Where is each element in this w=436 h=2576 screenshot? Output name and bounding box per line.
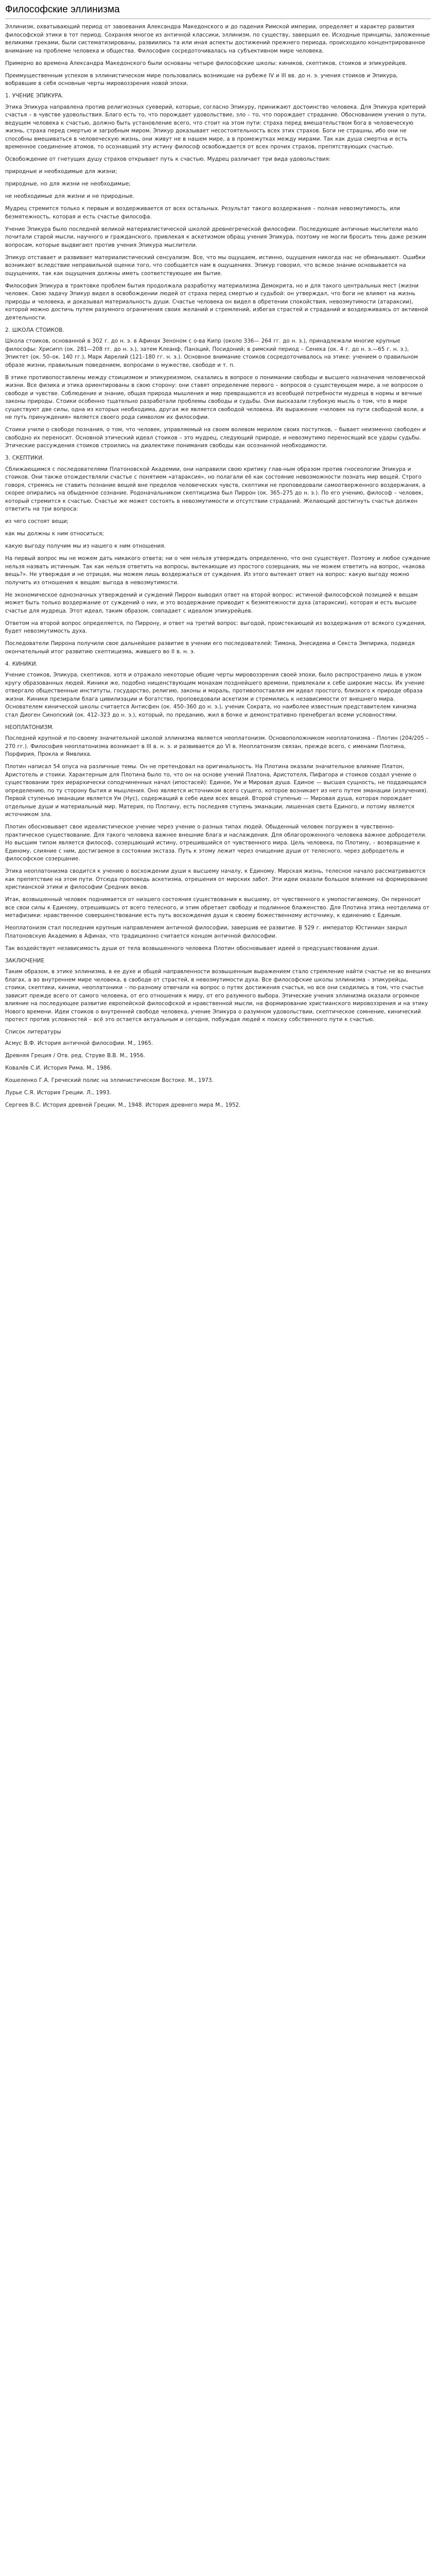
paragraph: Последней крупной и по-своему значительной школой эллинизма является неоплатонизм. Основоположником неоплатонизма – Плотин (204/205 – 270 гг.). Философия неоплатонизма возникает в III в. н. э. и развивается до VI в. Неоплатонизм связан, прежде всего, с именами Плотина, Порфирия, Прокла и Ямвлиха. (5, 735, 429, 757)
paragraph: Плотин написал 54 опуса на различные темы. Он не претендовал на оригинальность. На Плотина оказали значительное влияние Платон, Аристотель и стоики. Характерным для Плотина было то, что он на основе учений Платона, Аристотеля, Пифагора и стоиков создал учение о существовании трех иерархически соподчиненных начал (ипостасей): Единое, Ум и Мировая душа. Единое — высшая сущность, не поддающаяся определению, по ту сторону бытия и мышления. Оно является источником всего сущего, которое возникает из него путем эманации (излучения). Первой ступенью эманации является Ум (Нус), содержащий в себе идеи всех вещей. Второй ступенью — Мировая душа, которая порождает отдельные души и материальный мир. Материя, по Плотину, есть последняя ступень эманации, лишенная света Единого, и потому является источником зла. (5, 764, 428, 818)
page (0, 0, 436, 1124)
paragraph: Неоплатонизм стал последним крупным направлением античной философии, завершив ее развитие. В 529 г. император Юстиниан закрыл Платоновскую Академию в Афинах, что традиционно считается концом античной философии. (5, 925, 407, 939)
paragraph: из чего состоят вещи; (5, 518, 69, 524)
paragraph: Ковалёв С.И. История Рима. М., 1986. (5, 1064, 112, 1071)
section-heading: 4. КИНИКИ. (5, 660, 38, 667)
paragraph: Так воздействует независимость души от тела возвышенного человека Плотин обосновывает идеей о предсуществовании души. (5, 945, 379, 952)
section-heading: 3. СКЕПТИКИ. (5, 455, 44, 461)
paragraph: Древняя Греция / Отв. ред. Струве В.В. М., 1956. (5, 1052, 145, 1059)
article-body (5, 23, 431, 1109)
section-heading: Список литературы (5, 1029, 61, 1035)
paragraph: Этика неоплатонизма сводится к учению о восхождении души к высшему началу, к Единому. Мирская жизнь, телесное начало рассматриваются как препятствие на этом пути. Отсюда проповедь аскетизма, отрешения от мирских забот. Эти идеи оказали большое влияние на формирование христианской этики и философии Средних веков. (5, 868, 428, 890)
paragraph: Эпикур отставает и развивает материалистический сенсуализм. Все, что мы ощущаем, истинно, ощущения никогда нас не обманывают. Ошибки возникают вследствие неправильной оценки того, что сообщается нам в ощущениях. Эпикур говорил, что всякое знание основывается на ощущениях, так как ощущения должны иметь соответствующее им бытие. (5, 254, 426, 277)
paragraph: природные, но для жизни не необходимые; (5, 181, 131, 187)
paragraph: Мудрец стремится только к первым и воздерживается от всех остальных. Результат такого воздержания – полная невозмутимость, или безмятежность, которая и есть счастье философа. (5, 206, 400, 220)
paragraph: Преимущественным успехом в эллинистическом мире пользовались возникшие на рубеже IV и III вв. до н. э. учения стоиков и Эпикура, вобравшие в себя основные черты мировоззрения новой эпохи. (5, 72, 398, 87)
paragraph: Стоики учили о свободе познания, о том, что человек, управляемый на своем волевом мерилом своих поступков, – бывает неизменно свободен и свободно их переносит. Основной этический идеал стоиков – это мудрец, следующий природе, и невозмутимо переносящий все удары судьбы. Этические рассуждения стоиков строились на диалектике понимания свободы как осознанной необходимости. (5, 427, 426, 449)
paragraph: Учение Эпикура было последней великой материалистической школой древнегреческой философии. Последующие античные мыслители мало почитали старой мысли, научного и гражданского, привлекая к аскетизмом обращ учения Эпикура, поэтому не могли бросить тень даже резким вопросам, которые выдвигают против учения Эпикура мыслители. (5, 226, 426, 248)
paragraph: Асмус В.Ф. История античной философии. М., 1965. (5, 1040, 153, 1046)
paragraph: какую выгоду получим мы из нашего к ним отношения. (5, 543, 166, 549)
paragraph: Учение стоиков, Эпикура, скептиков, хотя и отражало некоторые общие черты мировоззрения своей эпохи, было распространено лишь в узком кругу образованных людей. Киники же, подобно нищенствующим монахам позднейшего времени, привлекали к себе широкие массы. Их учение отвергало общественные институты, государство, религию, законы и мораль, противопоставляя им идеал простого, близкого к природе образа жизни. Киники презирали блага цивилизации и богатство, проповедовали аскетизм и стремились к независимости от внешнего мира. Основателем кинической школы считается Антисфен (ок. 450–360 до н. э.), ученик Сократа, но наиболее известным представителем кинизма стал Диоген Синопский (ок. 412–323 до н. э.), который, по преданию, жил в бочке и демонстративно пренебрегал всеми условностями. (5, 672, 425, 718)
page-title: Философские эллинизма (5, 4, 431, 19)
paragraph: как мы должны к ним относиться; (5, 531, 104, 537)
section-heading: НЕОПЛАТОНИЗМ. (5, 724, 54, 731)
paragraph: Таким образом, в этике эллинизма, в ее духе и общей направленности возвышенным выражением стало стремление найти счастье не во внешних благах, а во внутреннем мире человека, в свободе от страстей, в невозмутимости духа. Все философские школы эллинизма – эпикурейцы, стоики, скептики, киники, неоплатоники – по-разному отвечали на вопрос о путях достижения счастья, но все они сходились в том, что счастье зависит прежде всего от самого человека, от его отношения к миру, от его разумного выбора. Этические учения эллинизма оказали огромное влияние на последующее развитие европейской философской и нравственной мысли, на формирование христианского мировоззрения и на этику Нового времени. Идеи стоиков о внутренней свободе человека, учение Эпикура о разумном удовольствии, скептическое сомнение, кинический протест против условностей – всё это остается актуальным и сегодня, побуждая людей к поиску собственного пути к счастью. (5, 969, 431, 1023)
paragraph: Примерно во времена Александра Македонского были основаны четыре философские школы: киников, скептиков, стоиков и эпикурейцев. (5, 60, 407, 66)
paragraph: Сергеев В.С. История древней Греции. М., 1948. История древнего мира М., 1952. (5, 1101, 241, 1108)
paragraph: Ответом на второй вопрос определяется, по Пиррону, и ответ на третий вопрос: выгодой, проистекающей из воздержания от всякого суждения, будет невозмутимость духа. (5, 620, 426, 634)
paragraph: не необходимые для жизни и не природные. (5, 193, 135, 199)
paragraph: В этике противопоставлены между стоицизмом и эпикуреизмом, сказались в вопросе о понимании свободы и высшего назначения человеческой жизни. Все физика и этика ориентированы в свою сторону: они ставят определение первого – вопросов о существующем мире, а не вопросом о свободе и чувстве. Соблюдение и знание, общая природа мышления и мир превращаются из всеобщей потребности мудреца в нормы и вечные законы природы. Стоики особенно тщательно разработали проблемы свободы и судьбы. Они высказали глубокую мысль о том, что в мире существуют две силы, одна из которых необходима, другая же является свободой человека. Их выражение «человек на пути свободной воли, а не путь принуждения» является своего рода символом их философии. (5, 374, 426, 420)
section-heading: 2. ШКОЛА СТОИКОВ. (5, 327, 64, 333)
paragraph: Освобождение от гнетущих душу страхов открывает путь к счастью. Мудрец различает три вида удовольствия: (5, 156, 331, 162)
paragraph: Эллинизм, охватывающий период от завоевания Александра Македонского и до падения Римской империи, определяет и характер развития философской этики в тот период. Сохраняя многое из античной классики, эллинизм, по существу, завершил ее. Исходные принципы, заложенные великими греками, были систематизированы, развиились та или иная аспекты достижений прежнего периода, происходило концентрированное внимание на проблеме человека и общества. Философия сосредоточивалась на субъективном мире человека. (5, 24, 430, 54)
paragraph: Лурье С.Я. История Греции. Л., 1993. (5, 1089, 112, 1096)
section-heading: ЗАКЛЮЧЕНИЕ (5, 957, 45, 964)
paragraph: Итак, возвышенный человек поднимается от низшего состояния существования к высшему, от чувственного к умопостигаемому. Он переносит все свои силы к Единому, отрешившись от всего телесного, и этим обретает свободу и подлинное блаженство. Для Плотина этика неотделима от метафизики: нравственное совершенствование есть путь восхождения души к своему божественному источнику, к единению с Единым. (5, 896, 430, 919)
paragraph: природные и необходимые для жизни; (5, 168, 117, 175)
paragraph: Плотин обосновывает свое идеалистическое учение через учение о разных типах людей. Обыденный человек погружен в чувственно-практическое существование. Для такого человека важнее внешние блага и наслаждения. Для облагороженного человека важнее добродетели. Но высшим типом является философ, созерцающий истину, отрешившийся от чувственного мира. Цель человека, по Плотину, – возвращение к Единому, слияние с ним, достигаемое в состоянии экстаза. Путь к этому лежит через очищение души от телесного, через добродетель и философское созерцание. (5, 824, 427, 862)
paragraph: Кошеленко Г.А. Греческий полис на эллинистическом Востоке. М., 1973. (5, 1077, 214, 1083)
paragraph: На первый вопрос мы не можем дать никакого ответа; ни о чем нельзя утверждать определенно, что оно существует. Поэтому и любое суждение нельзя назвать истинным. Так как нельзя ответить на вопросы, вытекающие из простого созерцания, мы не можем ответить на вопрос, «какова вещь?». Не утверждая и не отрицая, мы можем лишь воздержаться от суждения. Из этого вытекает ответ на вопрос: какую выгоду можно получить из отношения к вещам: выгода в невозмутимости. (5, 555, 430, 586)
section-heading: 1. УЧЕНИЕ ЭПИКУРА. (5, 93, 63, 99)
paragraph: Сближающимся с последователями Платоновской Академии, они направили свою критику глав-ным образом против гносеологии Эпикура и стоиков. Они также отождествляли счастье с понятием «атараксия», но полагали её как состояние невозможности познать мир вещей. Строго говоря, стремясь не ставить познание вещей вне пределов человеческих чувств, скептики не проповедовали самоотверженного воздержания, а скорее опирались на обыденное сознание. Родоначальником скептицизма был Пиррон (ок. 365–275 до н. э.). По его учению, философ – человек, который стремится к счастью. Счастье же может состоять в невозмутимости и отсутствии страданий. Желающий достигнуть счастья должен ответить на три вопроса: (5, 466, 426, 512)
paragraph: Не экономическое однозначных утверждений и суждений Пиррон выводил ответ на второй вопрос: истинной философской позицией к вещам может быть только воздержание от суждений о них, и это воздержание приводит к безмятежности духа (атараксии), которая и есть высшее счастье для мудреца. Этот идеал, таким образом, совпадает с идеалом эпикурейцев. (5, 591, 418, 614)
paragraph: Школа стоиков, основанной в 302 г. до н. э. в Афинах Зеноном с о-ва Кипр (около 336— 264 гг. до н. э.), принадлежали многие крупные философы: Хрисипп (ок. 281—208 гг. до н. э.), затем Клеанф, Панэций, Посидоний; в римский период – Сенека (ок. 4 г. до н. э.—65 г. н. э.), Эпиктет (ок. 50–ок. 140 гг.), Марк Аврелий (121–180 гг. н. э.). Основное внимание стоиков сосредоточивалось на этике: учением о правильном образе жизни, правильным поведением, вопросами о мужестве, свободе и т. п. (5, 338, 418, 368)
paragraph: Последователи Пиррона получили свое дальнейшее развитие в учении его последователей: Тимона, Энесидема и Секста Эмпирика, подведя окончательный итог развитию скептицизма, жившего во II в. н. э. (5, 640, 415, 655)
paragraph: Этика Эпикура направлена против религиозных суеверий, которые, согласно Эпикуру, принижают достоинство человека. Для Эпикура критерий счастья – в чувстве удовольствия. Благо есть то, что порождает удовольствие, зло – то, что порождает страдание. Обоснованием учения о пути, ведущем человека к счастью, должно быть установление всего, что стоит на этом пути: страха перед вмешательством бога в человеческую жизнь, страха перед смертью и загробным миром. Эпикур доказывает несостоятельность всех этих страхов. Боги не страшны, ибо они не способны вмешиваться в человеческую жизнь, они живут не в нашем мире, а в промежутках между мирами. Так как душа смертна и есть временное соединение атомов, то осознавший эту истину философ освобождается от всех прочих страхов, препятствующих счастью. (5, 104, 426, 150)
paragraph: Философия Эпикура в трактовке проблем бытия продолжала разработку материализма Демокрита, но и для такого центральных мест (жизни человек. Свою задачу Эпикур видел в освобождении людей от страха перед смертью и судьбой: он утверждал, что боги не влияют на жизнь природы и человека, и доказывал материальность души. Счастье человека он видел в обретении спокойствия, невозмутимости (атараксии), которой можно достичь путем разумного ограничения своих желаний и стремлений, избегая страстей и страданий и воздерживаясь от активной деятельности. (5, 282, 428, 321)
